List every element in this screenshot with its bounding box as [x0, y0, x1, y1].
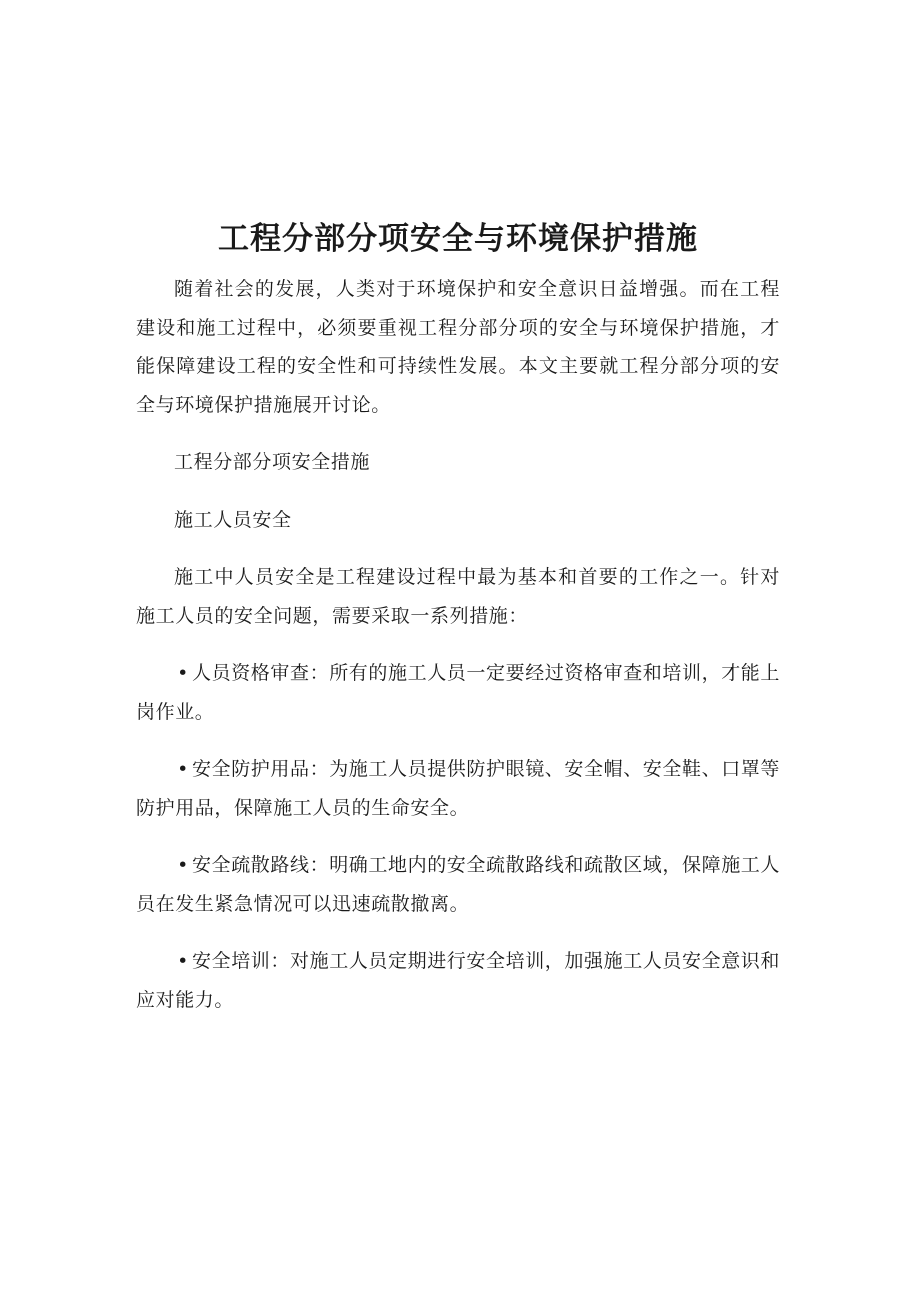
spacer — [136, 827, 780, 846]
spacer — [136, 482, 780, 501]
bullet-text: 安全疏散路线：明确工地内的安全疏散路线和疏散区域，保障施工人员在发生紧急情况可以迅速疏散撤离。 — [136, 854, 781, 915]
bullet-item — [136, 750, 780, 827]
bullet-icon: • — [177, 662, 189, 684]
spacer — [136, 731, 780, 750]
bullet-text: 安全防护用品：为施工人员提供防护眼镜、安全帽、安全鞋、口罩等防护用品，保障施工人员的生命安全。 — [136, 758, 781, 819]
section-heading: 工程分部分项安全措施 — [174, 451, 371, 473]
spacer — [136, 923, 780, 942]
subsection-intro-paragraph: 施工中人员安全是工程建设过程中最为基本和首要的工作之一。针对施工人员的安全问题，需要采取一系列措施： — [136, 566, 780, 627]
bullet-item — [136, 654, 780, 731]
document-title: 工程分部分项安全与环境保护措施 — [218, 221, 698, 257]
bullet-icon: • — [177, 950, 189, 972]
document-page — [136, 212, 780, 1019]
bullet-text: 人员资格审查：所有的施工人员一定要经过资格审查和培训，才能上岗作业。 — [136, 662, 781, 723]
bullet-icon: • — [177, 854, 189, 876]
bullet-text: 安全培训：对施工人员定期进行安全培训，加强施工人员安全意识和应对能力。 — [136, 950, 781, 1011]
subsection-heading: 施工人员安全 — [174, 508, 292, 531]
bullet-item — [136, 846, 780, 923]
spacer — [136, 539, 780, 558]
spacer — [136, 635, 780, 654]
intro-paragraph: 随着社会的发展，人类对于环境保护和安全意识日益增强。而在工程建设和施工过程中，必须要重视工程分部分项的安全与环境保护措施，才能保障建设工程的安全性和可持续性发展。本文主要就工程分部分项的安全与环境保护措施展开讨论。 — [136, 278, 780, 416]
spacer — [136, 424, 780, 443]
bullet-item — [136, 942, 780, 1019]
bullet-icon: • — [177, 758, 189, 780]
